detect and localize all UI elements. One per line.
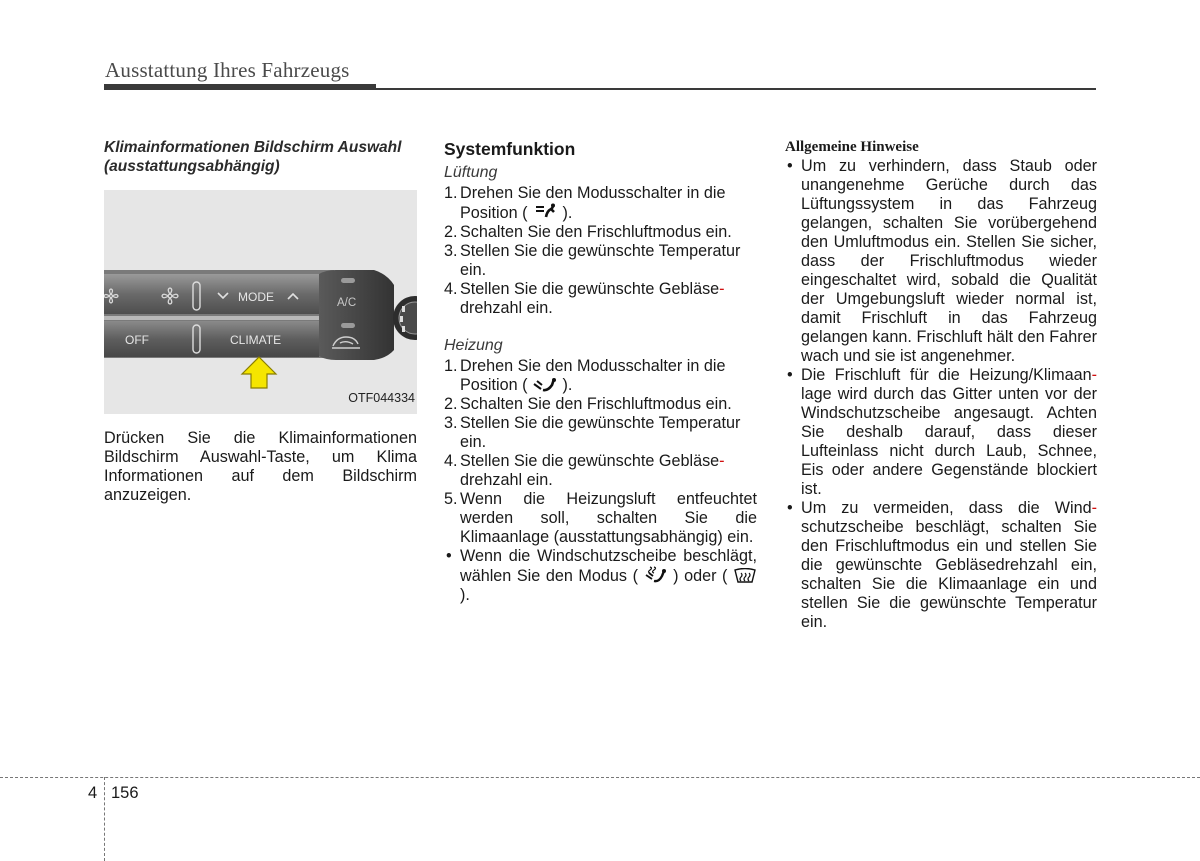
windshield-defrost-icon [733, 568, 757, 584]
floor-defrost-icon [644, 566, 668, 584]
list-item: • Die Frischluft für die Heizung/Klimaan-lage wird durch das Gitter unten vor der Windschutzscheibe angesaugt. Achten Sie deshalb darauf, dass dieser Lufteinlass nicht durch Laub, Schnee, Eis oder andere Gegenstände blockiert ist. [787, 366, 1097, 498]
mode-label: MODE [238, 290, 274, 304]
list-item: 5. Wenn die Heizungsluft entfeuchtet werden soll, schalten Sie die Klimaanlage (ausstattungsabhängig) ein. [444, 490, 757, 546]
highlight-arrow-icon [242, 357, 276, 388]
list-item: 1. Drehen Sie den Modusschalter in die Position ( ). [444, 184, 726, 222]
list-item: 4. Stellen Sie die gewünschte Gebläse- drehzahl ein. [444, 452, 725, 489]
footer-margin-rule [104, 777, 105, 861]
chapter-number: 4 [88, 784, 98, 802]
off-label: OFF [125, 333, 149, 347]
section-title: Systemfunktion [444, 139, 576, 159]
left-body-text: Drücken Sie die Klimainformationen Bildschirm Auswahl-Taste, um Klima Informationen auf dem Bildschirm anzuzeigen. [104, 429, 417, 504]
list-item: 3. Stellen Sie die gewünschte Temperatur ein. [444, 414, 741, 451]
notes-list [785, 157, 1097, 632]
list-item: • Wenn die Windschutzscheibe beschlägt, wählen Sie den Modus ( ) oder ( ). [446, 547, 757, 604]
list-item: 3. Stellen Sie die gewünschte Temperatur ein. [444, 242, 741, 279]
right-column [785, 138, 1097, 632]
list-item: • Um zu vermeiden, dass die Wind-schutzscheibe beschlägt, schalten Sie den Frischluftmodus ein und stellen Sie die gewünschte Gebläsedrehzahl ein, schalten Sie die Klimaanlage ein und stellen Sie die gewünschte Temperatur ein. [787, 499, 1097, 631]
figure-code: OTF044334 [348, 391, 415, 405]
left-column [104, 138, 417, 505]
list-item: • Um zu verhindern, dass Staub oder unangenehme Gerüche durch das Lüftungssystem in das Fahrzeug gelangen, schalten Sie vorübergehend den Umluftmodus ein. Stellen Sie sicher, dass der Frischluftmodus wieder eingeschaltet wird, sobald die Qualität der Umgebungsluft wieder normal ist, damit Frischluft in das Fahrzeug gelangen kann. Frischluft hält den Fahrer wach und sie ist angenehmer. [787, 157, 1097, 365]
list-item: 2. Schalten Sie den Frischluftmodus ein. [444, 395, 732, 413]
climate-panel-illustration [104, 190, 417, 414]
header-title: Ausstattung Ihres Fahrzeugs [105, 58, 350, 82]
page-number: 156 [111, 784, 139, 802]
climate-label: CLIMATE [230, 333, 282, 347]
face-vent-icon [532, 203, 558, 221]
figure-caption: Klimainformationen Bildschirm Auswahl (ausstattungsabhängig) [104, 139, 402, 175]
middle-column [444, 138, 757, 605]
heating-heading: Heizung [444, 337, 503, 354]
heating-steps [444, 357, 757, 547]
ventilation-heading: Lüftung [444, 164, 498, 181]
climate-panel-figure [104, 190, 417, 414]
ventilation-steps [444, 184, 757, 318]
notes-heading: Allgemeine Hinweise [785, 139, 919, 155]
ac-label: A/C [337, 297, 357, 309]
list-item: 4. Stellen Sie die gewünschte Gebläse- drehzahl ein. [444, 280, 725, 317]
list-item: 2. Schalten Sie den Frischluftmodus ein. [444, 223, 732, 241]
list-item: 1. Drehen Sie den Modusschalter in die Position ( ). [444, 357, 726, 394]
floor-vent-icon [532, 377, 558, 393]
footer-rule [0, 777, 1200, 778]
header-rule [104, 88, 1096, 90]
